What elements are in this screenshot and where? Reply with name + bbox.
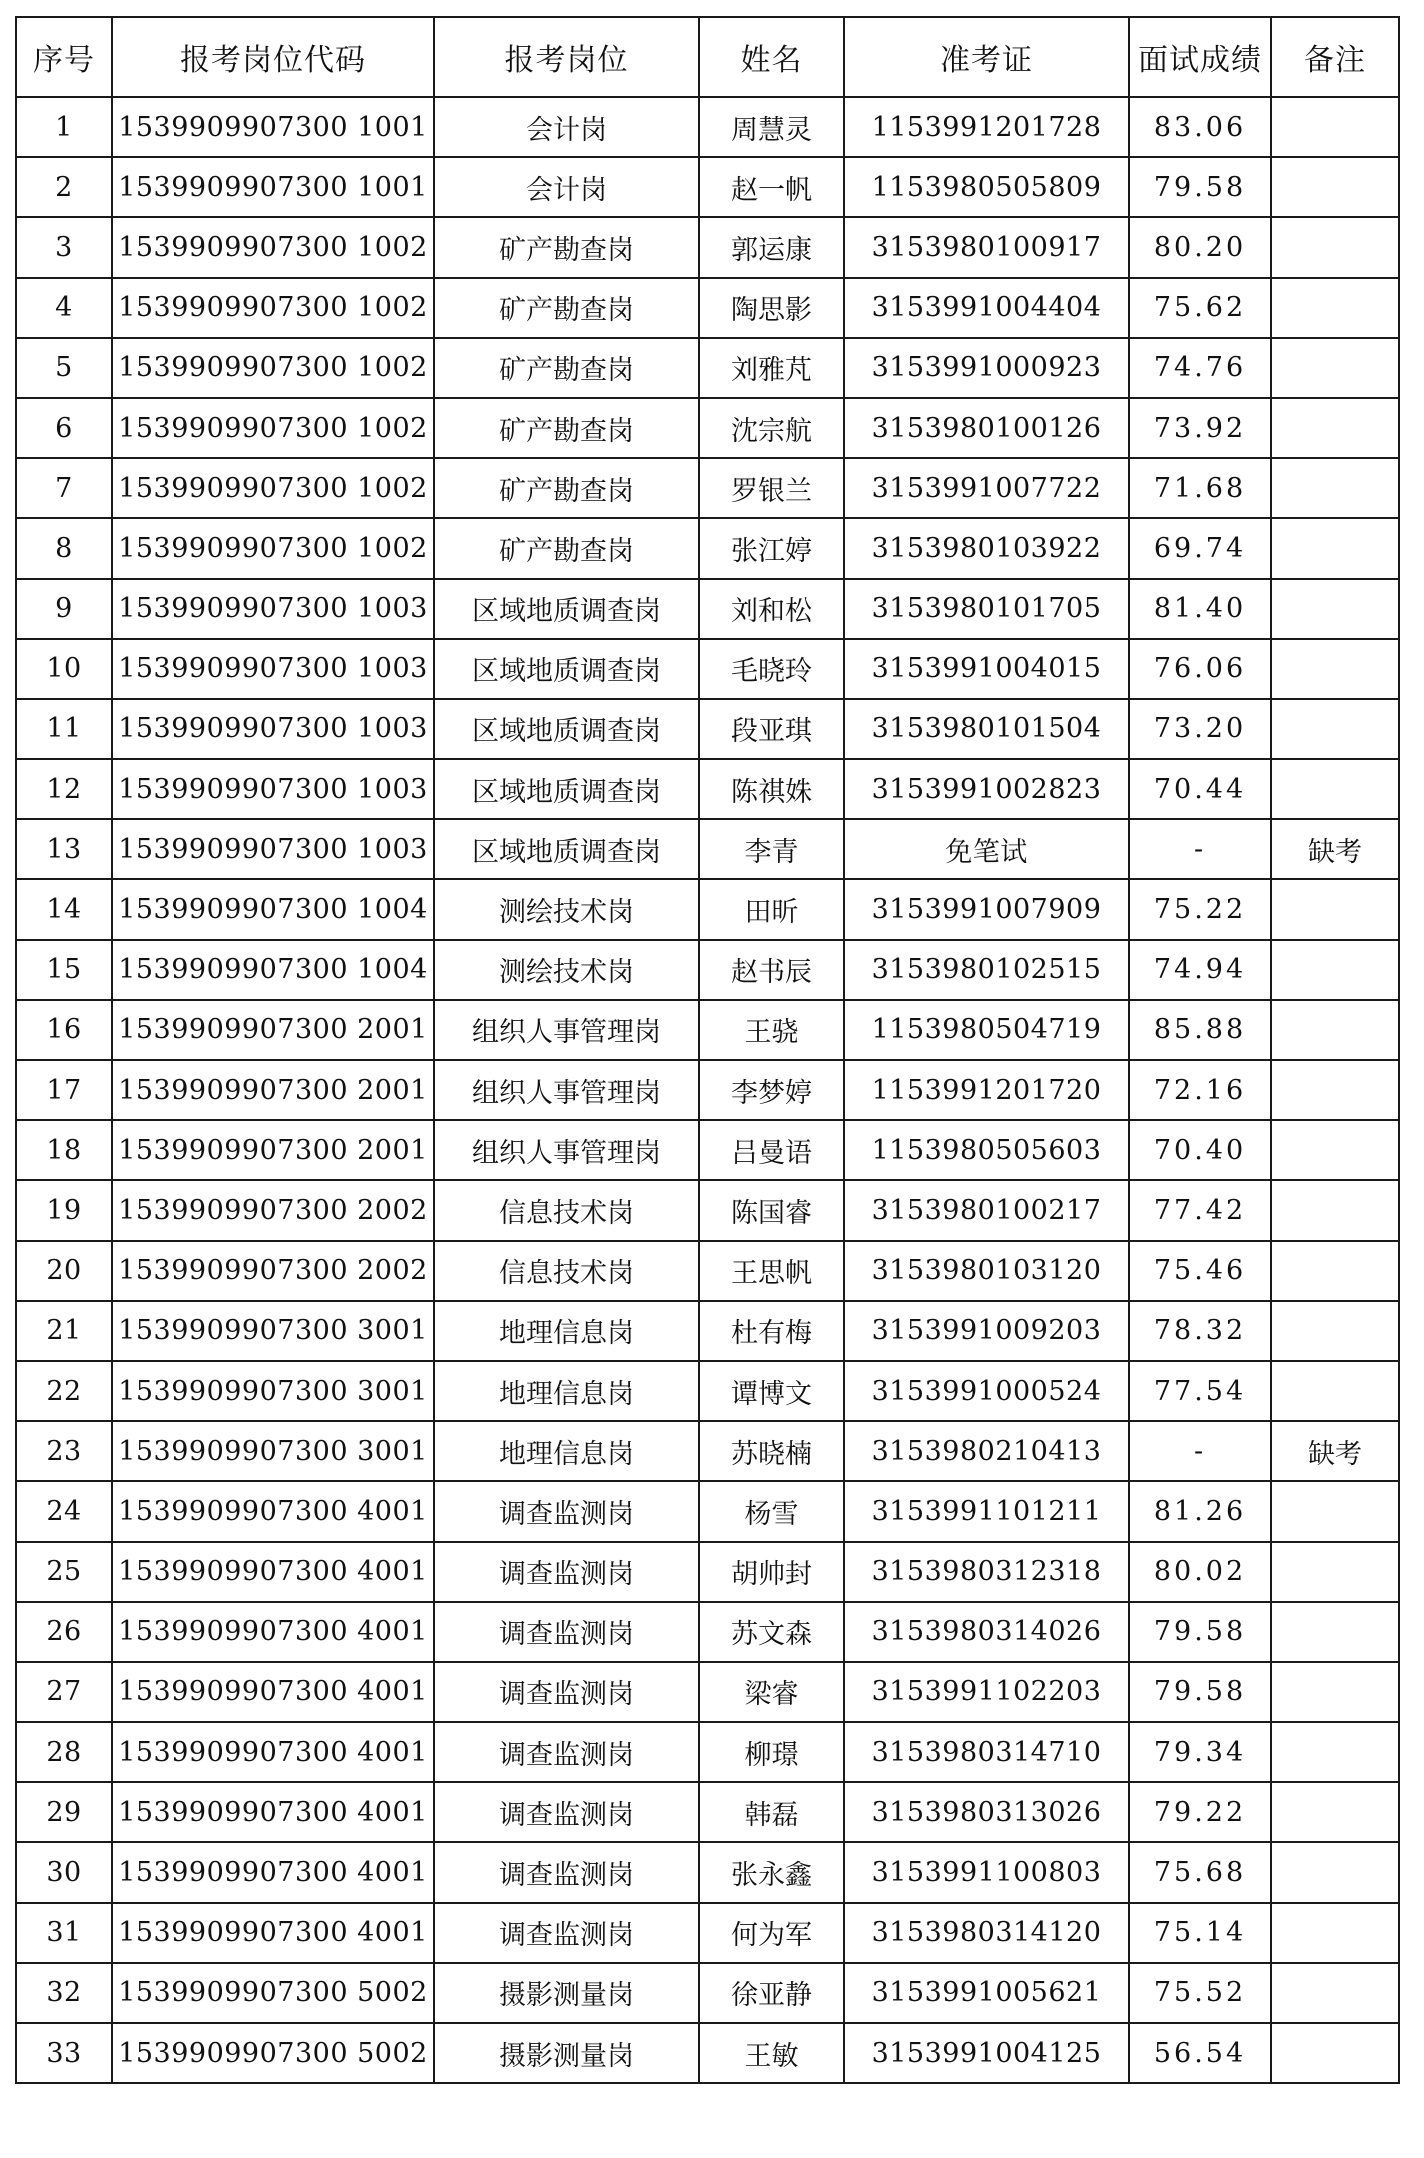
cell-position-code: 1539909907300 3001 [112, 1361, 434, 1421]
table-row [16, 879, 1399, 939]
cell-name: 赵书辰 [699, 940, 844, 1000]
cell-position: 组织人事管理岗 [434, 1060, 699, 1120]
table-row [16, 2023, 1399, 2083]
table-row [16, 1903, 1399, 1963]
cell-interview-score: 72.16 [1129, 1060, 1271, 1120]
cell-interview-score: 81.40 [1129, 579, 1271, 639]
table-row [16, 1542, 1399, 1602]
cell-position: 矿产勘查岗 [434, 338, 699, 398]
cell-remarks [1271, 398, 1399, 458]
cell-admission-ticket: 免笔试 [844, 819, 1129, 879]
cell-admission-ticket: 3153991102203 [844, 1662, 1129, 1722]
cell-interview-score: 80.20 [1129, 217, 1271, 277]
cell-interview-score: 79.34 [1129, 1722, 1271, 1782]
cell-admission-ticket: 3153991007722 [844, 458, 1129, 518]
cell-admission-ticket: 3153991100803 [844, 1842, 1129, 1902]
cell-interview-score: 73.20 [1129, 699, 1271, 759]
table-row [16, 1722, 1399, 1782]
cell-position: 调查监测岗 [434, 1722, 699, 1782]
cell-position: 会计岗 [434, 157, 699, 217]
cell-admission-ticket: 3153991004125 [844, 2023, 1129, 2083]
cell-position-code: 1539909907300 1003 [112, 819, 434, 879]
cell-interview-score: 75.68 [1129, 1842, 1271, 1902]
table-row [16, 1782, 1399, 1842]
cell-seq: 33 [16, 2023, 112, 2083]
cell-position: 矿产勘查岗 [434, 458, 699, 518]
cell-name: 罗银兰 [699, 458, 844, 518]
cell-position-code: 1539909907300 1001 [112, 157, 434, 217]
cell-admission-ticket: 3153980312318 [844, 1542, 1129, 1602]
cell-interview-score: 80.02 [1129, 1542, 1271, 1602]
cell-name: 王敏 [699, 2023, 844, 2083]
cell-remarks [1271, 1120, 1399, 1180]
cell-position-code: 1539909907300 1003 [112, 639, 434, 699]
cell-name: 韩磊 [699, 1782, 844, 1842]
cell-name: 梁睿 [699, 1662, 844, 1722]
cell-admission-ticket: 3153980314710 [844, 1722, 1129, 1782]
cell-position: 区域地质调查岗 [434, 819, 699, 879]
cell-position: 信息技术岗 [434, 1241, 699, 1301]
cell-interview-score: 83.06 [1129, 97, 1271, 157]
cell-remarks [1271, 338, 1399, 398]
cell-name: 苏文森 [699, 1602, 844, 1662]
cell-interview-score: 75.22 [1129, 879, 1271, 939]
cell-seq: 27 [16, 1662, 112, 1722]
cell-seq: 11 [16, 699, 112, 759]
cell-remarks [1271, 157, 1399, 217]
cell-interview-score: 78.32 [1129, 1301, 1271, 1361]
cell-name: 柳璟 [699, 1722, 844, 1782]
cell-admission-ticket: 1153980505603 [844, 1120, 1129, 1180]
cell-seq: 20 [16, 1241, 112, 1301]
cell-remarks [1271, 97, 1399, 157]
table-row [16, 1000, 1399, 1060]
cell-name: 王思帆 [699, 1241, 844, 1301]
cell-seq: 21 [16, 1301, 112, 1361]
cell-position-code: 1539909907300 1003 [112, 759, 434, 819]
cell-name: 段亚琪 [699, 699, 844, 759]
cell-remarks [1271, 579, 1399, 639]
cell-admission-ticket: 3153991000923 [844, 338, 1129, 398]
cell-remarks [1271, 278, 1399, 338]
header-position: 报考岗位 [434, 17, 699, 97]
cell-remarks [1271, 1602, 1399, 1662]
cell-remarks [1271, 458, 1399, 518]
cell-name: 杨雪 [699, 1481, 844, 1541]
cell-seq: 8 [16, 518, 112, 578]
cell-interview-score: 69.74 [1129, 518, 1271, 578]
cell-position-code: 1539909907300 1002 [112, 278, 434, 338]
table-row [16, 579, 1399, 639]
cell-remarks [1271, 518, 1399, 578]
cell-admission-ticket: 3153980101504 [844, 699, 1129, 759]
table-row [16, 338, 1399, 398]
cell-seq: 26 [16, 1602, 112, 1662]
cell-position: 区域地质调查岗 [434, 759, 699, 819]
cell-interview-score: - [1129, 1421, 1271, 1481]
cell-position-code: 1539909907300 2001 [112, 1000, 434, 1060]
cell-name: 吕曼语 [699, 1120, 844, 1180]
cell-admission-ticket: 3153980100217 [844, 1180, 1129, 1240]
cell-position: 调查监测岗 [434, 1903, 699, 1963]
table-row [16, 1481, 1399, 1541]
cell-remarks [1271, 1481, 1399, 1541]
cell-interview-score: 56.54 [1129, 2023, 1271, 2083]
table-row [16, 759, 1399, 819]
table-row [16, 1180, 1399, 1240]
cell-position-code: 1539909907300 1001 [112, 97, 434, 157]
table-row [16, 639, 1399, 699]
cell-position: 信息技术岗 [434, 1180, 699, 1240]
cell-position-code: 1539909907300 2001 [112, 1120, 434, 1180]
header-interview-score: 面试成绩 [1129, 17, 1271, 97]
cell-position: 地理信息岗 [434, 1301, 699, 1361]
table-row [16, 1120, 1399, 1180]
cell-name: 郭运康 [699, 217, 844, 277]
cell-seq: 15 [16, 940, 112, 1000]
header-name: 姓名 [699, 17, 844, 97]
cell-remarks [1271, 879, 1399, 939]
cell-name: 周慧灵 [699, 97, 844, 157]
cell-admission-ticket: 3153991004015 [844, 639, 1129, 699]
cell-name: 胡帅封 [699, 1542, 844, 1602]
cell-seq: 3 [16, 217, 112, 277]
cell-position: 会计岗 [434, 97, 699, 157]
cell-admission-ticket: 3153991004404 [844, 278, 1129, 338]
cell-position-code: 1539909907300 1002 [112, 518, 434, 578]
cell-position-code: 1539909907300 4001 [112, 1782, 434, 1842]
cell-position-code: 1539909907300 1002 [112, 398, 434, 458]
cell-position: 矿产勘查岗 [434, 398, 699, 458]
cell-position-code: 1539909907300 2002 [112, 1241, 434, 1301]
cell-seq: 5 [16, 338, 112, 398]
header-admission-ticket: 准考证 [844, 17, 1129, 97]
table-row [16, 1842, 1399, 1902]
cell-position-code: 1539909907300 1003 [112, 579, 434, 639]
cell-seq: 28 [16, 1722, 112, 1782]
header-seq: 序号 [16, 17, 112, 97]
cell-interview-score: 77.42 [1129, 1180, 1271, 1240]
interview-score-table [15, 16, 1400, 2084]
cell-name: 陶思影 [699, 278, 844, 338]
cell-seq: 9 [16, 579, 112, 639]
cell-position: 调查监测岗 [434, 1842, 699, 1902]
cell-interview-score: 73.92 [1129, 398, 1271, 458]
table-row [16, 458, 1399, 518]
cell-name: 张江婷 [699, 518, 844, 578]
cell-seq: 4 [16, 278, 112, 338]
cell-admission-ticket: 1153980504719 [844, 1000, 1129, 1060]
cell-remarks [1271, 1180, 1399, 1240]
cell-position: 调查监测岗 [434, 1542, 699, 1602]
cell-remarks [1271, 1301, 1399, 1361]
cell-seq: 6 [16, 398, 112, 458]
cell-position-code: 1539909907300 4001 [112, 1662, 434, 1722]
cell-seq: 18 [16, 1120, 112, 1180]
cell-name: 何为军 [699, 1903, 844, 1963]
cell-position: 区域地质调查岗 [434, 699, 699, 759]
cell-interview-score: 85.88 [1129, 1000, 1271, 1060]
cell-seq: 17 [16, 1060, 112, 1120]
cell-position: 矿产勘查岗 [434, 278, 699, 338]
cell-remarks [1271, 1842, 1399, 1902]
cell-position-code: 1539909907300 1002 [112, 217, 434, 277]
cell-position: 调查监测岗 [434, 1481, 699, 1541]
cell-position-code: 1539909907300 1003 [112, 699, 434, 759]
table-row [16, 157, 1399, 217]
cell-interview-score: 79.58 [1129, 1602, 1271, 1662]
cell-admission-ticket: 3153991000524 [844, 1361, 1129, 1421]
cell-remarks [1271, 639, 1399, 699]
cell-remarks [1271, 699, 1399, 759]
cell-remarks [1271, 1722, 1399, 1782]
cell-position-code: 1539909907300 1002 [112, 458, 434, 518]
cell-name: 王骁 [699, 1000, 844, 1060]
cell-seq: 32 [16, 1963, 112, 2023]
cell-seq: 12 [16, 759, 112, 819]
cell-position-code: 1539909907300 5002 [112, 2023, 434, 2083]
cell-seq: 10 [16, 639, 112, 699]
cell-name: 李梦婷 [699, 1060, 844, 1120]
cell-position: 组织人事管理岗 [434, 1000, 699, 1060]
cell-position: 地理信息岗 [434, 1361, 699, 1421]
cell-position-code: 1539909907300 1002 [112, 338, 434, 398]
cell-remarks [1271, 1361, 1399, 1421]
cell-position: 地理信息岗 [434, 1421, 699, 1481]
cell-position-code: 1539909907300 4001 [112, 1542, 434, 1602]
cell-position: 区域地质调查岗 [434, 579, 699, 639]
cell-position-code: 1539909907300 4001 [112, 1481, 434, 1541]
cell-interview-score: 75.52 [1129, 1963, 1271, 2023]
cell-remarks [1271, 1060, 1399, 1120]
cell-position: 调查监测岗 [434, 1782, 699, 1842]
cell-position-code: 1539909907300 2002 [112, 1180, 434, 1240]
table-row [16, 940, 1399, 1000]
cell-name: 陈祺姝 [699, 759, 844, 819]
table-row [16, 518, 1399, 578]
cell-seq: 25 [16, 1542, 112, 1602]
cell-name: 赵一帆 [699, 157, 844, 217]
cell-interview-score: 75.14 [1129, 1903, 1271, 1963]
cell-seq: 23 [16, 1421, 112, 1481]
cell-name: 杜有梅 [699, 1301, 844, 1361]
cell-admission-ticket: 1153991201720 [844, 1060, 1129, 1120]
table-row [16, 1361, 1399, 1421]
cell-admission-ticket: 3153980314120 [844, 1903, 1129, 1963]
cell-remarks [1271, 1782, 1399, 1842]
table-row [16, 1602, 1399, 1662]
cell-name: 田昕 [699, 879, 844, 939]
cell-name: 陈国睿 [699, 1180, 844, 1240]
table-row [16, 1241, 1399, 1301]
cell-seq: 1 [16, 97, 112, 157]
cell-admission-ticket: 3153980313026 [844, 1782, 1129, 1842]
cell-seq: 30 [16, 1842, 112, 1902]
cell-position: 调查监测岗 [434, 1662, 699, 1722]
header-remarks: 备注 [1271, 17, 1399, 97]
cell-position: 摄影测量岗 [434, 2023, 699, 2083]
table-row [16, 217, 1399, 277]
cell-interview-score: - [1129, 819, 1271, 879]
table-row [16, 1963, 1399, 2023]
cell-interview-score: 79.58 [1129, 1662, 1271, 1722]
cell-admission-ticket: 1153980505809 [844, 157, 1129, 217]
cell-position: 区域地质调查岗 [434, 639, 699, 699]
cell-position-code: 1539909907300 1004 [112, 879, 434, 939]
table-row [16, 1060, 1399, 1120]
cell-position: 测绘技术岗 [434, 940, 699, 1000]
cell-admission-ticket: 3153980100126 [844, 398, 1129, 458]
cell-interview-score: 77.54 [1129, 1361, 1271, 1421]
cell-seq: 19 [16, 1180, 112, 1240]
cell-admission-ticket: 3153991005621 [844, 1963, 1129, 2023]
cell-name: 刘和松 [699, 579, 844, 639]
cell-interview-score: 81.26 [1129, 1481, 1271, 1541]
table-row [16, 1421, 1399, 1481]
cell-interview-score: 74.94 [1129, 940, 1271, 1000]
cell-remarks [1271, 1000, 1399, 1060]
cell-seq: 13 [16, 819, 112, 879]
cell-remarks: 缺考 [1271, 1421, 1399, 1481]
table-row [16, 278, 1399, 338]
cell-seq: 31 [16, 1903, 112, 1963]
cell-seq: 24 [16, 1481, 112, 1541]
cell-position-code: 1539909907300 4001 [112, 1602, 434, 1662]
cell-admission-ticket: 3153980101705 [844, 579, 1129, 639]
cell-position: 摄影测量岗 [434, 1963, 699, 2023]
cell-admission-ticket: 3153991009203 [844, 1301, 1129, 1361]
cell-remarks: 缺考 [1271, 819, 1399, 879]
cell-position: 测绘技术岗 [434, 879, 699, 939]
cell-position: 矿产勘查岗 [434, 518, 699, 578]
cell-remarks [1271, 759, 1399, 819]
cell-admission-ticket: 3153980102515 [844, 940, 1129, 1000]
cell-seq: 29 [16, 1782, 112, 1842]
cell-admission-ticket: 3153991007909 [844, 879, 1129, 939]
cell-admission-ticket: 3153980210413 [844, 1421, 1129, 1481]
cell-interview-score: 79.22 [1129, 1782, 1271, 1842]
cell-position-code: 1539909907300 4001 [112, 1842, 434, 1902]
cell-name: 谭博文 [699, 1361, 844, 1421]
cell-admission-ticket: 3153980103922 [844, 518, 1129, 578]
cell-seq: 22 [16, 1361, 112, 1421]
cell-seq: 2 [16, 157, 112, 217]
table-header-row [16, 17, 1399, 97]
table-row [16, 1662, 1399, 1722]
cell-remarks [1271, 1903, 1399, 1963]
cell-position-code: 1539909907300 4001 [112, 1722, 434, 1782]
table-body [16, 97, 1399, 2083]
cell-name: 张永鑫 [699, 1842, 844, 1902]
cell-seq: 14 [16, 879, 112, 939]
table-row [16, 398, 1399, 458]
table-row [16, 97, 1399, 157]
cell-admission-ticket: 3153980103120 [844, 1241, 1129, 1301]
table-row [16, 1301, 1399, 1361]
cell-admission-ticket: 3153991002823 [844, 759, 1129, 819]
cell-name: 刘雅芃 [699, 338, 844, 398]
cell-remarks [1271, 940, 1399, 1000]
cell-interview-score: 75.46 [1129, 1241, 1271, 1301]
cell-name: 毛晓玲 [699, 639, 844, 699]
cell-position: 调查监测岗 [434, 1602, 699, 1662]
cell-position-code: 1539909907300 2001 [112, 1060, 434, 1120]
cell-interview-score: 76.06 [1129, 639, 1271, 699]
cell-remarks [1271, 1542, 1399, 1602]
cell-position-code: 1539909907300 5002 [112, 1963, 434, 2023]
cell-admission-ticket: 3153980100917 [844, 217, 1129, 277]
cell-position-code: 1539909907300 3001 [112, 1421, 434, 1481]
cell-position-code: 1539909907300 3001 [112, 1301, 434, 1361]
cell-admission-ticket: 3153991101211 [844, 1481, 1129, 1541]
cell-admission-ticket: 3153980314026 [844, 1602, 1129, 1662]
cell-interview-score: 79.58 [1129, 157, 1271, 217]
cell-remarks [1271, 1662, 1399, 1722]
cell-remarks [1271, 2023, 1399, 2083]
header-position-code: 报考岗位代码 [112, 17, 434, 97]
cell-remarks [1271, 217, 1399, 277]
cell-admission-ticket: 1153991201728 [844, 97, 1129, 157]
cell-position: 矿产勘查岗 [434, 217, 699, 277]
table-row [16, 819, 1399, 879]
cell-name: 徐亚静 [699, 1963, 844, 2023]
cell-interview-score: 74.76 [1129, 338, 1271, 398]
cell-remarks [1271, 1241, 1399, 1301]
cell-interview-score: 75.62 [1129, 278, 1271, 338]
cell-remarks [1271, 1963, 1399, 2023]
cell-interview-score: 71.68 [1129, 458, 1271, 518]
cell-name: 沈宗航 [699, 398, 844, 458]
cell-position-code: 1539909907300 4001 [112, 1903, 434, 1963]
cell-interview-score: 70.44 [1129, 759, 1271, 819]
cell-position-code: 1539909907300 1004 [112, 940, 434, 1000]
cell-interview-score: 70.40 [1129, 1120, 1271, 1180]
cell-position: 组织人事管理岗 [434, 1120, 699, 1180]
cell-name: 李青 [699, 819, 844, 879]
cell-seq: 7 [16, 458, 112, 518]
table-row [16, 699, 1399, 759]
cell-seq: 16 [16, 1000, 112, 1060]
cell-name: 苏晓楠 [699, 1421, 844, 1481]
